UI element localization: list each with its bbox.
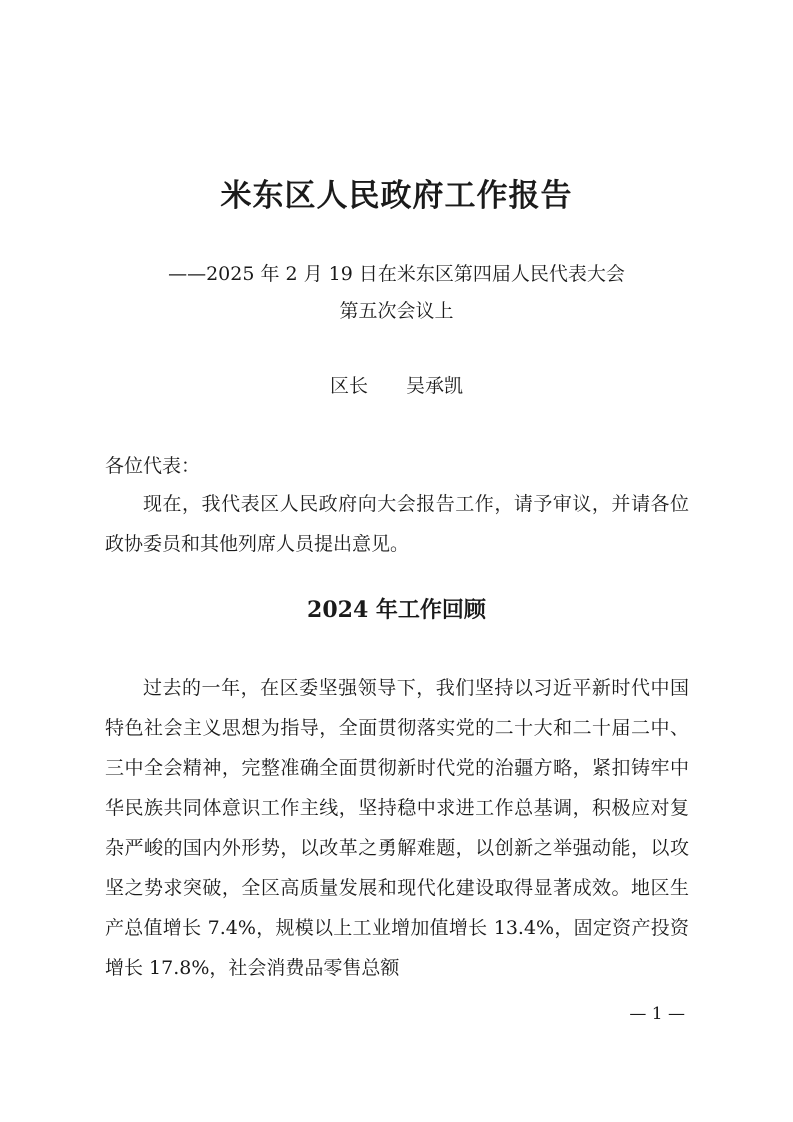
salutation: 各位代表：: [105, 455, 201, 477]
section-heading: 2024 年工作回顾: [307, 597, 486, 623]
report-subtitle-line2: 第五次会议上: [339, 300, 454, 322]
author-name: 吴承凯: [406, 375, 464, 397]
page-number: — 1 —: [629, 1004, 685, 1024]
intro-paragraph: 现在，我代表区人民政府向大会报告工作，请予审议，并请各位政协委员和其他列席人员提出意见。: [105, 493, 689, 555]
review-paragraph: 过去的一年，在区委坚强领导下，我们坚持以习近平新时代中国特色社会主义思想为指导，全面贯彻落实党的二十大和二十届二中、三中全会精神，完整准确全面贯彻新时代党的治疆方略，紧扣铸牢中华民族共同体意识工作主线，坚持稳中求进工作总基调，积极应对复杂严峻的国内外形势，以改革之勇解难题，以创新之举强动能，以攻坚之势求突破，全区高质量发展和现代化建设取得显著成效。地区生产总值增长 7.4%，规模以上工业增加值增长 13.4%，固定资产投资增长 17.8%，社会消费品零售总额: [105, 677, 689, 979]
author-role: 区长: [329, 375, 368, 397]
author-line: [0, 371, 793, 401]
report-title: 米东区人民政府工作报告: [220, 178, 573, 214]
report-subtitle-line1: ——2025 年 2 月 19 日在米东区第四届人民代表大会: [168, 263, 625, 285]
